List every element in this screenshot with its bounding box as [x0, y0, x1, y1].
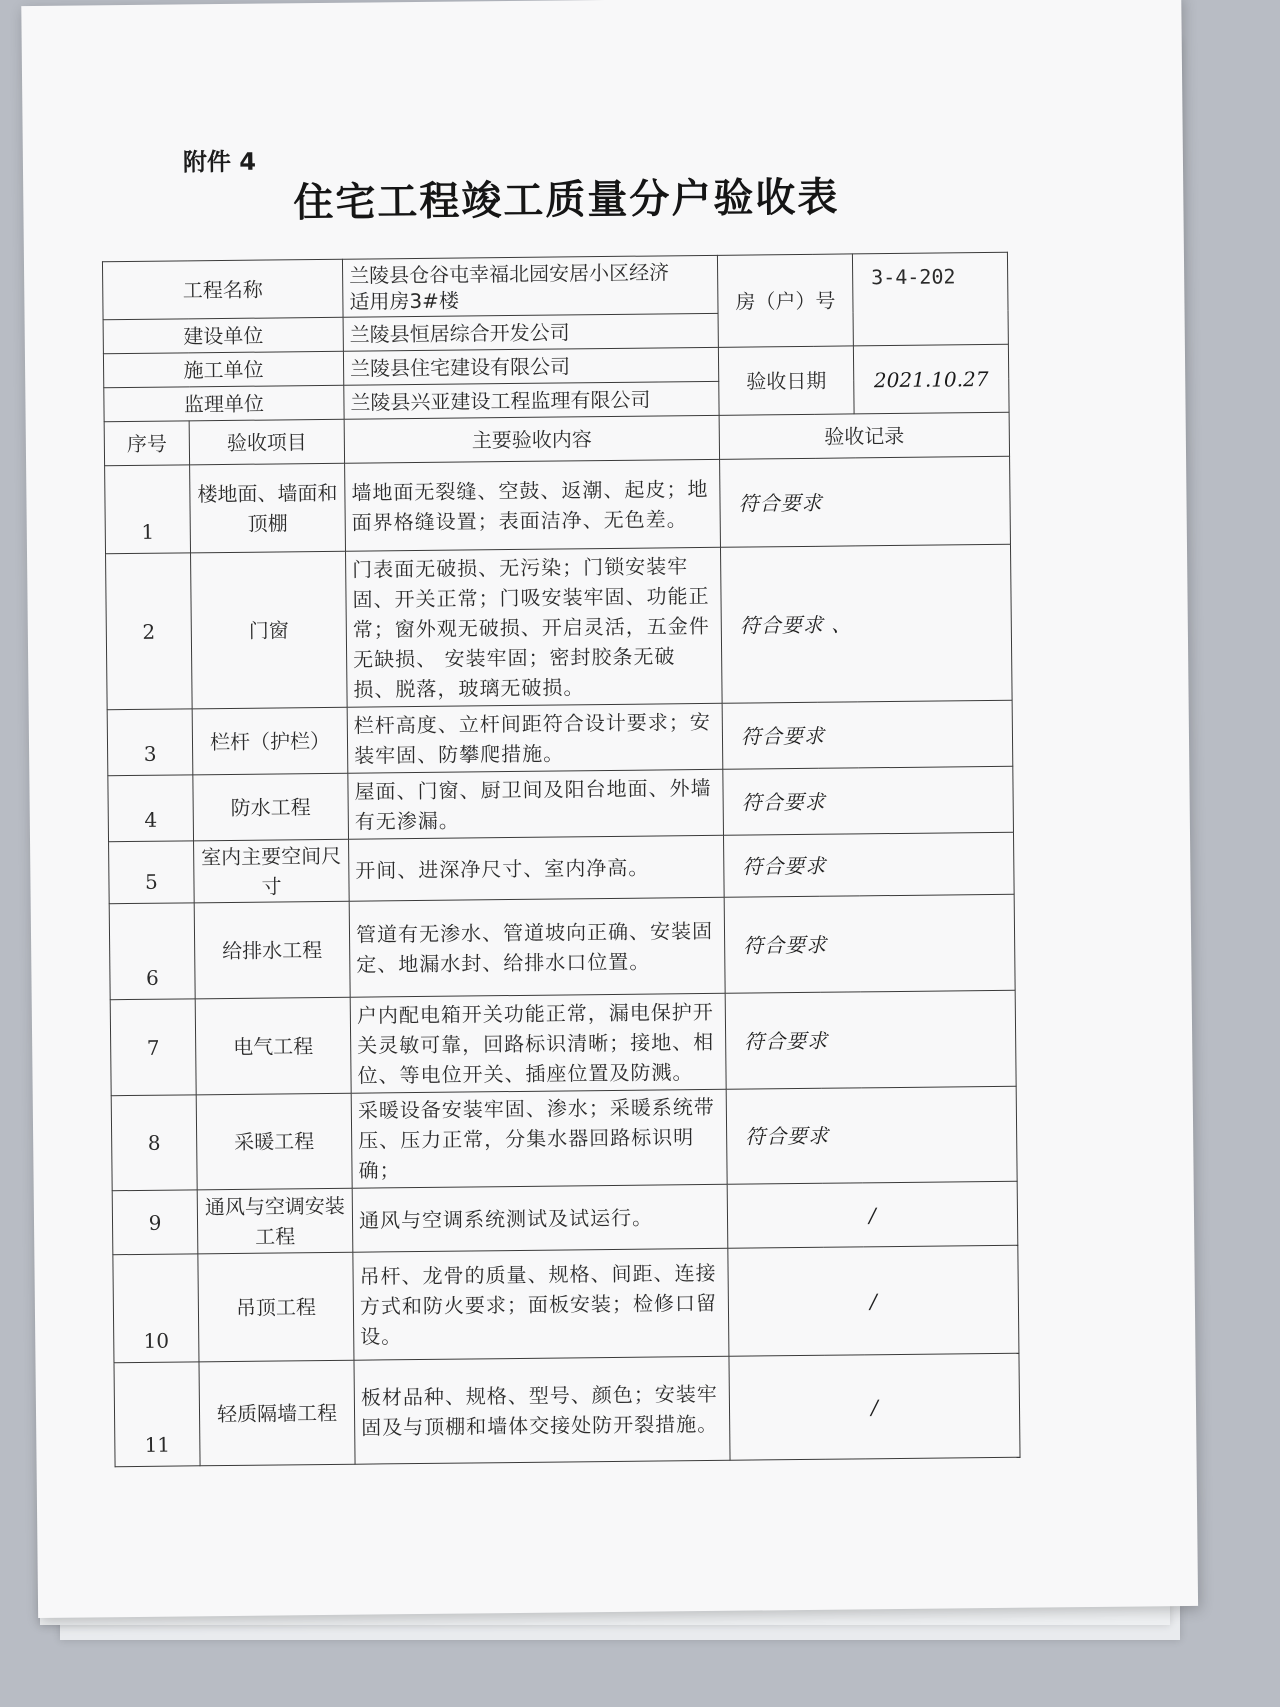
room-value: 3-4-202 — [852, 252, 1008, 346]
row-record: 符合要求 — [720, 456, 1011, 547]
row-record: / — [727, 1181, 1018, 1248]
project-name-row — [102, 252, 1008, 319]
date-value: 2021.10.27 — [853, 344, 1009, 414]
row-item: 电气工程 — [195, 997, 351, 1095]
constructor-label: 施工单位 — [103, 351, 343, 388]
row-item: 防水工程 — [193, 773, 349, 841]
project-name-label: 工程名称 — [102, 259, 343, 320]
row-content: 板材品种、规格、型号、颜色；安装牢固及与顶棚和墙体交接处防开裂措施。 — [354, 1356, 730, 1464]
supervisor-value: 兰陵县兴亚建设工程监理有限公司 — [344, 381, 719, 419]
builder-label: 建设单位 — [103, 317, 343, 354]
table-row — [105, 456, 1011, 553]
row-item: 楼地面、墙面和顶棚 — [190, 463, 346, 553]
row-content: 通风与空调系统测试及试运行。 — [352, 1184, 728, 1252]
row-content: 采暖设备安装牢固、渗水；采暖系统带压、压力正常，分集水器回路标识明确； — [351, 1089, 727, 1188]
row-seq: 6 — [109, 903, 195, 1000]
table-row — [111, 1086, 1017, 1190]
attachment-label: 附件 4 — [182, 147, 257, 177]
date-label: 验收日期 — [718, 346, 854, 415]
item-header: 验收项目 — [189, 419, 344, 465]
row-item: 轻质隔墙工程 — [199, 1360, 355, 1466]
row-record: / — [728, 1245, 1019, 1356]
row-seq: 1 — [105, 465, 191, 554]
row-item: 室内主要空间尺寸 — [194, 839, 350, 903]
row-item: 通风与空调安装工程 — [197, 1188, 353, 1254]
row-seq: 11 — [114, 1362, 200, 1467]
table-row — [106, 544, 1013, 709]
row-seq: 4 — [108, 775, 194, 842]
row-record: 符合要求 — [722, 700, 1013, 769]
row-content: 管道有无渗水、管道坡向正确、安装固定、地漏水封、给排水口位置。 — [349, 897, 725, 997]
form-title: 住宅工程竣工质量分户验收表 — [293, 174, 840, 227]
row-item: 门窗 — [191, 551, 348, 709]
row-content: 屋面、门窗、厨卫间及阳台地面、外墙有无渗漏。 — [348, 769, 724, 839]
row-seq: 8 — [111, 1095, 197, 1191]
row-record: 符合要求 — [726, 1086, 1017, 1184]
table-row — [109, 832, 1015, 903]
row-seq: 3 — [107, 709, 193, 776]
row-item: 采暖工程 — [196, 1093, 352, 1190]
row-record: 符合要求 、 — [720, 544, 1012, 703]
row-seq: 9 — [112, 1190, 198, 1255]
row-record: 符合要求 — [723, 766, 1014, 835]
form-page — [21, 0, 1198, 1618]
table-row — [110, 990, 1016, 1095]
constructor-value: 兰陵县住宅建设有限公司 — [343, 347, 718, 385]
row-record: 符合要求 — [724, 894, 1015, 993]
room-label: 房（户）号 — [717, 254, 853, 347]
row-content: 户内配电箱开关功能正常，漏电保护开关灵敏可靠，回路标识清晰；接地、相位、等电位开关、插座位置及防溅。 — [350, 993, 726, 1093]
table-row — [114, 1353, 1020, 1466]
project-name-value — [342, 255, 718, 317]
row-content: 吊杆、龙骨的质量、规格、间距、连接方式和防火要求；面板安装；检修口留设。 — [353, 1248, 729, 1360]
acceptance-table — [102, 252, 1021, 1467]
row-seq: 5 — [109, 841, 195, 904]
row-item: 给排水工程 — [194, 901, 350, 999]
row-record: / — [729, 1353, 1020, 1460]
table-row — [107, 700, 1013, 775]
project-name-line2: 适用房3#楼 — [349, 288, 459, 314]
table-row — [108, 766, 1014, 841]
row-record: 符合要求 — [725, 990, 1016, 1089]
table-row — [109, 894, 1015, 999]
row-seq: 7 — [110, 999, 196, 1096]
content-header: 主要验收内容 — [344, 415, 719, 463]
row-record: 符合要求 — [724, 832, 1015, 897]
record-header: 验收记录 — [719, 412, 1009, 459]
builder-value: 兰陵县恒居综合开发公司 — [343, 313, 718, 351]
row-item: 栏杆（护栏） — [192, 707, 348, 775]
row-item: 吊顶工程 — [198, 1252, 354, 1362]
table-row — [112, 1181, 1018, 1254]
row-content: 栏杆高度、立杆间距符合设计要求；安装牢固、防攀爬措施。 — [347, 703, 723, 773]
supervisor-label: 监理单位 — [104, 385, 344, 422]
table-row — [113, 1245, 1019, 1362]
seq-header: 序号 — [104, 421, 189, 466]
row-content: 墙地面无裂缝、空鼓、返潮、起皮；地面界格缝设置；表面洁净、无色差。 — [345, 459, 721, 551]
row-content: 门表面无破损、无污染；门锁安装牢固、开关正常；门吸安装牢固、功能正常；窗外观无破损、开启灵活，五金件无缺损、 安装牢固；密封胶条无破损、脱落，玻璃无破损。 — [346, 547, 723, 707]
row-seq: 2 — [106, 553, 193, 710]
project-name-line1: 兰陵县仓谷屯幸福北园安居小区经济 — [348, 259, 670, 288]
row-content: 开间、进深净尺寸、室内净高。 — [349, 835, 725, 901]
row-seq: 10 — [113, 1254, 199, 1363]
